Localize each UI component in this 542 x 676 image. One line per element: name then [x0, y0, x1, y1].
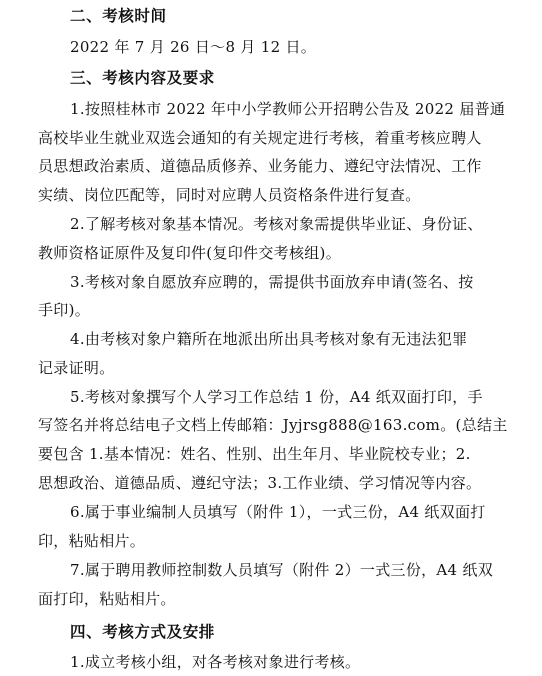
paragraph-line: 2.了解考核对象基本情况。考核对象需提供毕业证、身份证、 — [70, 215, 483, 233]
paragraph-line: 印，粘贴相片。 — [38, 532, 146, 550]
paragraph-line: 5.考核对象撰写个人学习工作总结 1 份，A4 纸双面打印，手 — [70, 388, 483, 406]
section-heading-exam-time: 二、考核时间 — [70, 7, 167, 25]
paragraph-line: 思想政治、道德品质、遵纪守法；3.工作业绩、学习情况等内容。 — [38, 474, 482, 492]
paragraph-line: 实绩、岗位匹配等，同时对应聘人员资格条件进行复查。 — [38, 186, 421, 204]
section-heading-method-arrangement: 四、考核方式及安排 — [70, 623, 215, 641]
paragraph-line: 7.属于聘用教师控制数人员填写（附件 2）一式三份，A4 纸双 — [70, 561, 494, 579]
paragraph-line: 教师资格证原件及复印件(复印件交考核组)。 — [38, 244, 342, 262]
section-heading-content-requirements: 三、考核内容及要求 — [70, 69, 215, 87]
exam-time-dates: 2022 年 7 月 26 日～8 月 12 日。 — [70, 38, 317, 56]
paragraph-line: 记录证明。 — [38, 359, 115, 377]
paragraph-line: 手印)。 — [38, 301, 91, 319]
paragraph-line: 要包含 1.基本情况：姓名、性别、出生年月、毕业院校专业；2. — [38, 445, 471, 463]
paragraph-line: 4.由考核对象户籍所在地派出所出具考核对象有无违法犯罪 — [70, 330, 468, 348]
paragraph-line: 面打印，粘贴相片。 — [38, 590, 176, 608]
paragraph-line: 6.属于事业编制人员填写（附件 1），一式三份，A4 纸双面打 — [70, 503, 486, 521]
paragraph-line: 1.成立考核小组，对各考核对象进行考核。 — [70, 653, 361, 671]
paragraph-line: 3.考核对象自愿放弃应聘的，需提供书面放弃申请(签名、按 — [70, 273, 474, 291]
paragraph-line: 高校毕业生就业双选会通知的有关规定进行考核，着重考核应聘人 — [38, 129, 482, 147]
paragraph-line: 员思想政治素质、道德品质修养、业务能力、遵纪守法情况、工作 — [38, 157, 482, 175]
paragraph-line-email: 写签名并将总结电子文档上传邮箱：Jyjrsg888@163.com。(总结主 — [38, 416, 508, 434]
paragraph-line: 1.按照桂林市 2022 年中小学教师公开招聘公告及 2022 届普通 — [70, 100, 506, 118]
